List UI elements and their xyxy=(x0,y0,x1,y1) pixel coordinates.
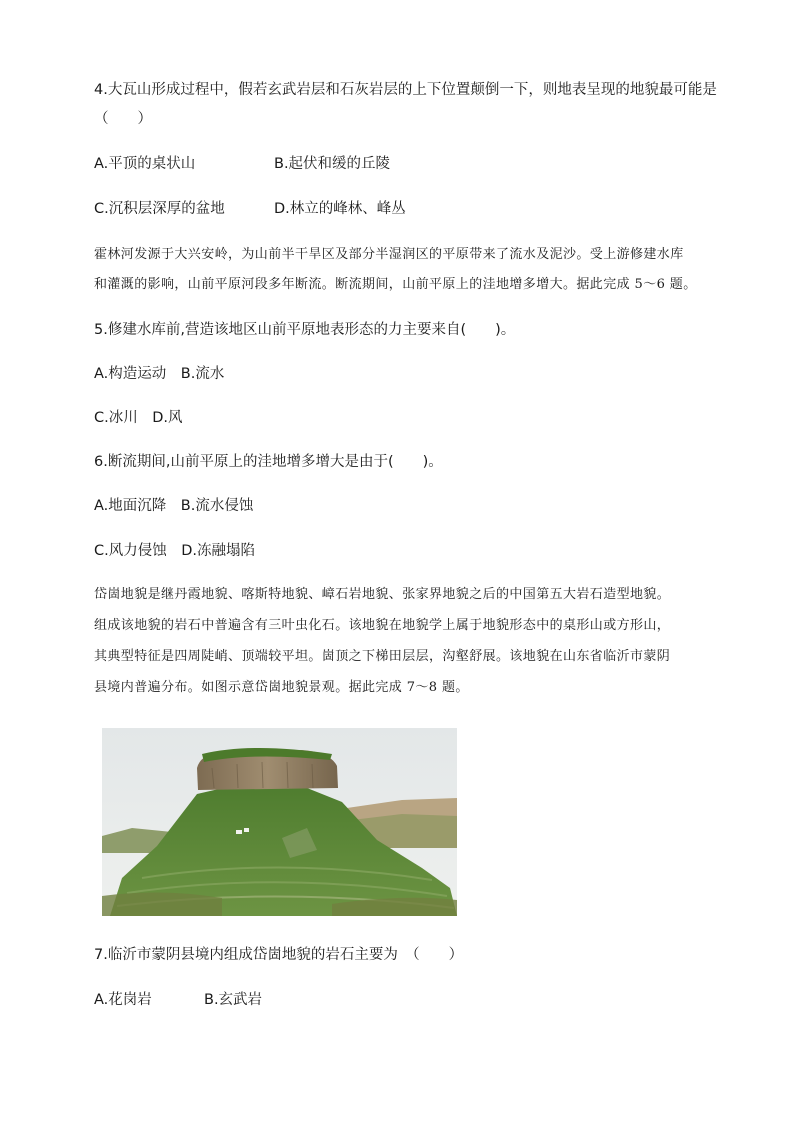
q5-stem: 5.修建水库前,营造该地区山前平原地表形态的力主要来自( )。 xyxy=(94,322,516,338)
q5-options-row2: C.冰川 D.风 xyxy=(94,410,183,426)
passage2-line1: 岱崮地貌是继丹霞地貌、喀斯特地貌、嶂石岩地貌、张家界地貌之后的中国第五大岩石造型地貌。 xyxy=(94,587,671,602)
q7-option-a: A.花岗岩 xyxy=(94,992,152,1008)
passage2-line3: 其典型特征是四周陡峭、顶端较平坦。崮顶之下梯田层层，沟壑舒展。该地貌在山东省临沂市蒙阴 xyxy=(94,649,671,664)
passage2-line2: 组成该地貌的岩石中普遍含有三叶虫化石。该地貌在地貌学上属于地貌形态中的桌形山或方形山， xyxy=(94,618,671,633)
q6-options-row2: C.风力侵蚀 D.冻融塌陷 xyxy=(94,543,256,559)
q4-stem: 4.大瓦山形成过程中，假若玄武岩层和石灰岩层的上下位置颠倒一下，则地表呈现的地貌最可能是 xyxy=(94,82,717,98)
q4-option-c: C.沉积层深厚的盆地 xyxy=(94,201,225,217)
daigu-landform-illustration xyxy=(102,728,457,916)
q6-stem: 6.断流期间,山前平原上的洼地增多增大是由于( )。 xyxy=(94,454,443,470)
q6-options-row1: A.地面沉降 B.流水侵蚀 xyxy=(94,498,254,514)
passage1-line2: 和灌溉的影响，山前平原河段多年断流。断流期间，山前平原上的洼地增多增大。据此完成 5～6 题。 xyxy=(94,277,697,292)
q4-options-row1 xyxy=(94,154,391,174)
q7-option-b: B.玄武岩 xyxy=(204,992,263,1008)
passage2-line4: 县境内普遍分布。如图示意岱崮地貌景观。据此完成 7～8 题。 xyxy=(94,680,469,695)
q7-options-row1 xyxy=(94,990,263,1010)
q4-options-row2 xyxy=(94,199,406,219)
q4-option-a: A.平顶的桌状山 xyxy=(94,156,196,172)
q4-stem-blank: （ ） xyxy=(94,111,152,127)
q5-options-row1: A.构造运动 B.流水 xyxy=(94,366,225,382)
q7-stem: 7.临沂市蒙阴县境内组成岱崮地貌的岩石主要为 （ ） xyxy=(94,947,464,963)
q4-option-b: B.起伏和缓的丘陵 xyxy=(274,156,391,172)
daigu-landform-photo xyxy=(102,728,457,916)
q4-option-d: D.林立的峰林、峰丛 xyxy=(274,201,406,217)
passage1-line1: 霍林河发源于大兴安岭，为山前半干旱区及部分半湿润区的平原带来了流水及泥沙。受上游修建水库 xyxy=(94,247,684,262)
